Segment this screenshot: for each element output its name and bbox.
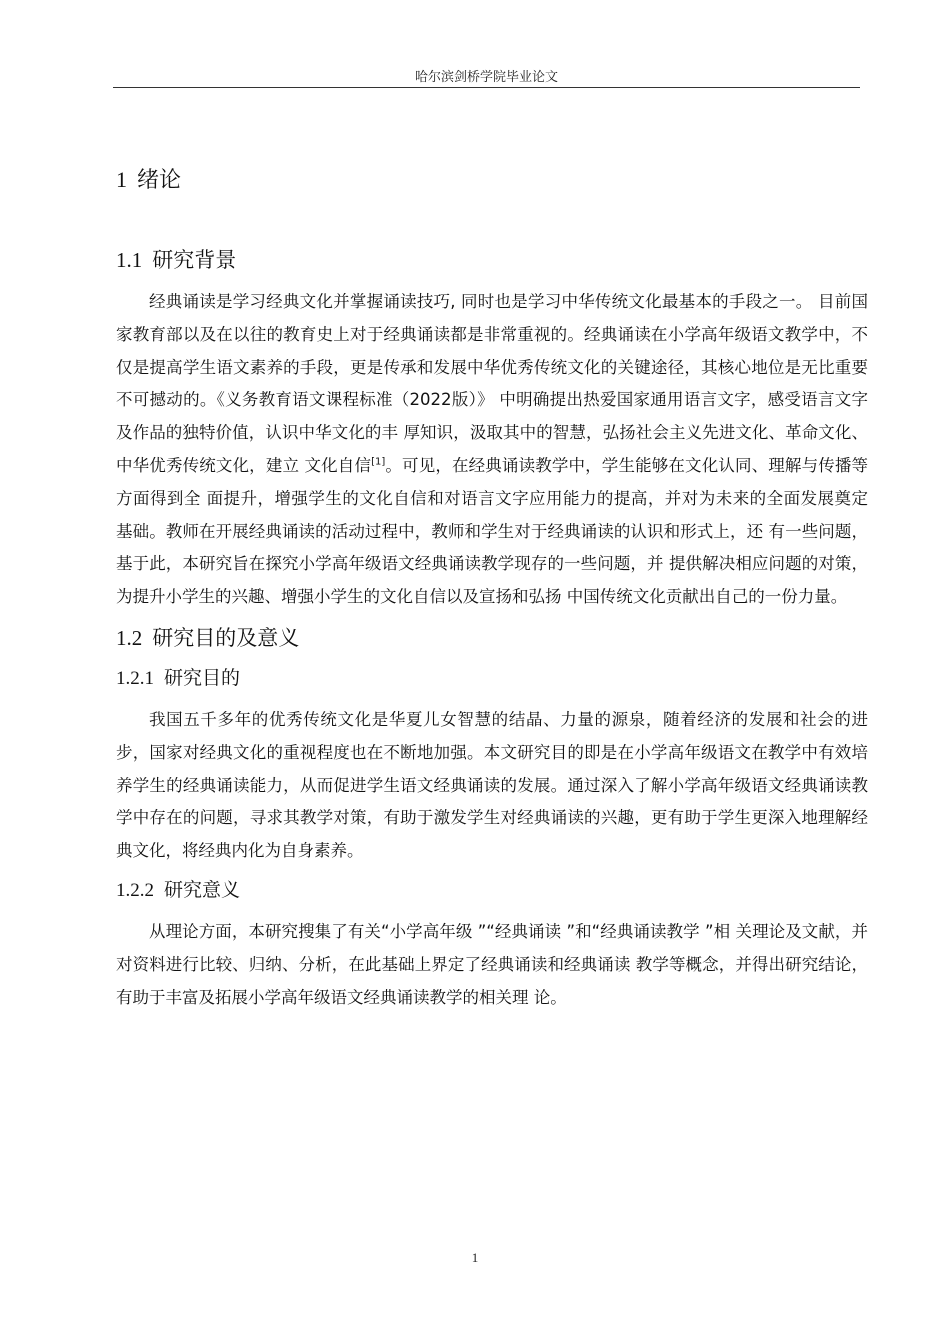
running-header: 哈尔滨剑桥学院毕业论文: [414, 70, 558, 85]
paragraph-text: 。可见，在经典诵读教学中，学生能够在文化认同、理解与传播等方面得到全 面提升，增强学生的文化自信和对语言文字应用能力的提高，并对为未来的全面发展奠定 基础。教师在开展经典诵读的活动过程中，教师和学生对于经典诵读的认识和形式上，还 有一些问题，基于此，本研究旨在探究小学高年级语文经典诵读教学现存的一些问题，并 提供解决相应问题的对策，为提升小学生的兴趣、增强小学生的文化自信以及宣扬和弘扬 中国传统文化贡献出自己的一份力量。: [116, 455, 869, 607]
paragraph-text: 经典诵读是学习经典文化并掌握诵读技巧, 同时也是学习中华传统文化最基本的手段之一。 目前国家教育部以及在以往的教育史上对于经典诵读都是非常重视的。经典诵读在小学高年级语文教学中，不仅是提高学生语文素养的手段，更是传承和发展中华优秀传统文化的关键途径，其核心地位是无比重要不可撼动的。《义务教育语文课程标准（2022版）》 中明确提出热爱国家通用语言文字，感受语言文字及作品的独特价值，认识中华文化的丰 厚知识，汲取其中的智慧，弘扬社会主义先进文化、革命文化、中华优秀传统文化，建立 文化自信: [116, 292, 868, 475]
section-number: 1.2: [116, 625, 143, 650]
subsection-title: 研究目的: [164, 666, 241, 689]
chapter-number: 1: [116, 167, 127, 192]
section-heading: [116, 620, 868, 656]
subsection-number: 1.2.1: [116, 667, 154, 689]
body-paragraph: 从理论方面，本研究搜集了有关“小学高年级 ”“经典诵读 ”和“经典诵读教学 ”相 关理论及文献，并对资料进行比较、归纳、分析，在此基础上界定了经典诵读和经典诵读 教学等概念，并得出研究结论，有助于丰富及拓展小学高年级语文经典诵读教学的相关理 论。: [116, 921, 868, 1007]
section-number: 1.1: [116, 248, 143, 272]
subsection-heading: [116, 660, 868, 696]
subsection-number: 1.2.2: [116, 879, 154, 901]
subsection-title: 研究意义: [164, 878, 241, 901]
body-paragraph: 我国五千多年的优秀传统文化是华夏儿女智慧的结晶、力量的源泉，随着经济的发展和社会的进步，国家对经典文化的重视程度也在不断地加强。本文研究目的即是在小学高年级语文在教学中有效培养学生的经典诵读能力，从而促进学生语文经典诵读的发展。通过深入了解小学高年级语文经典诵读教学中存在的问题，寻求其教学对策，有助于激发学生对经典诵读的兴趣，更有助于学生更深入地理解经典文化，将经典内化为自身素养。: [116, 709, 868, 861]
header-rule: [113, 87, 860, 88]
body-content: [116, 160, 868, 1014]
page-number: 1: [471, 1250, 479, 1265]
subsection-heading: [116, 872, 868, 908]
citation-marker: [1]: [371, 456, 386, 468]
section-title: 研究背景: [152, 248, 237, 272]
section-title: 研究目的及意义: [152, 625, 300, 650]
body-paragraph: [116, 286, 868, 614]
chapter-title: 绪论: [137, 168, 182, 193]
section-heading: [116, 242, 868, 278]
chapter-heading: [116, 160, 868, 200]
